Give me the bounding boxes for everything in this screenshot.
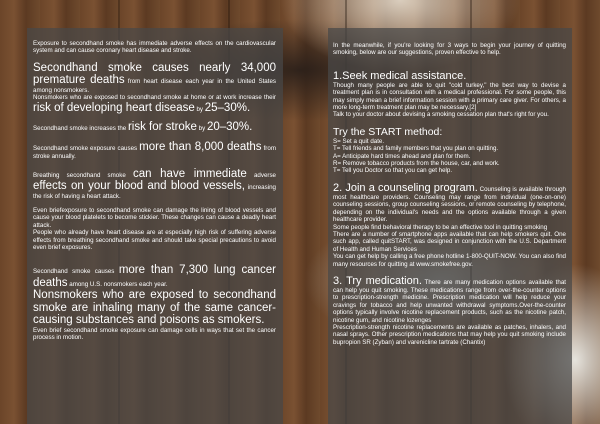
section-3-body-2: Prescription-strength nicotine replacements are available as patches, inhalers, and nasal sprays. Other prescription medications that may help you quit smoking include bupropion SR (Zyban) and varenicline tartrate (Chantix) (333, 323, 566, 346)
left-column (33, 40, 276, 342)
section-1-title: 1.Seek medical assistance. (333, 69, 467, 82)
para-heart-disease-risk: People who already have heart disease are at especially high risk of suffering adverse effects from breathing secondhand smoke and should take special precautions to avoid even brief exposures. (33, 229, 276, 251)
para-nonsmokers-inhaling: Nonsmokers who are exposed to secondhand smoke are inhaling many of the same cancer-causing substances and poisons as smokers. (33, 289, 276, 327)
para-premature-deaths: Secondhand smoke causes nearly 34,000 premature deaths from heart disease each year in the United States among nonsmokers. (33, 61, 277, 94)
section-1-body-2: Talk to your doctor about devising a smoking cessation plan that's right for you. (333, 111, 549, 119)
section-2-body-4: You can get help by calling a free phone hotline 1-800-QUIT-NOW. You can also find many resources for quitting at www.smokefree.gov. (333, 253, 566, 268)
section-2-title: 2. Join a counseling program. (333, 181, 478, 194)
start-item: S= Set a quit date. (333, 137, 385, 145)
section-2: 2. Join a counseling program. Counseling is available through most healthcare providers. Counseling may range from individual (one-on-one) counseling sessions, group counseling sessions, or remote counseling by telephone, depending on the individual's needs and the options available through a given healthcare provider. (333, 181, 566, 224)
para-stroke-risk: Secondhand smoke increases the risk for stroke by 20–30%. (33, 121, 253, 134)
para-cancer-process: Even brief secondhand smoke exposure can damage cells in ways that set the cancer process in motion. (33, 326, 276, 342)
para-brief-exposure: Even briefexposure to secondhand smoke can damage the lining of blood vessels and cause your blood platelets to become stickier. These changes can cause a deadly heart attack. (33, 206, 276, 229)
right-column (333, 42, 566, 346)
start-item: T= Tell you Doctor so that you can get help. (333, 167, 453, 175)
para-lung-cancer: Secondhand smoke causes more than 7,300 lung cancer deaths among U.S. nonsmokers each year. (33, 264, 276, 289)
para-stroke-deaths: Secondhand smoke exposure causes more than 8,000 deaths from stroke annually. (33, 140, 276, 161)
para-exposure: Exposure to secondhand smoke has immediate adverse effects on the cardiovascular system and can cause coronary heart disease and stroke. (33, 40, 276, 55)
section-3-title: 3. Try medication. (333, 274, 422, 287)
intro-text: In the meanwhile, if you're looking for 3 ways to begin your journey of quitting smoking, below are our suggestions, proven effective to help. (333, 42, 566, 57)
start-item: T= Tell friends and family members that you plan on quitting. (333, 145, 499, 153)
section-2-body-3: There are a number of smartphone apps available that can help smokers quit. One such app, called quitSTART, was designed in conjunction with the U.S. Department of Health and Human Services (333, 230, 566, 253)
section-1-body: Though many people are able to quit "cold turkey," the best way to devise a treatment plan is in consultation with a medical professional. For some people, this may simply mean a brief information session with a primary care giver. For others, a more long-term treatment plan may be necessary.[2] (333, 81, 566, 112)
para-heart-risk: Nonsmokers who are exposed to secondhand smoke at home or at work increase their risk of developing heart disease by 25–30%. (33, 94, 276, 114)
start-item: R= Remove tobacco products from the house, car, and work. (333, 160, 500, 168)
section-3: 3. Try medication. There are many medication options available that can help you quit smoking. These medications range from over-the-counter options to prescription-strength medicine. Prescription medication will help reduce your cravings for tobacco and help unwanted withdrawal symptoms.Over-the-counter options typically involve nicotine replacement products, such as the nicotine patch, nicotine gum, and nicotine lozenges (333, 274, 566, 324)
section-2-body-2: Some people find behavioral therapy to be an effective tool in quitting smoking (333, 223, 548, 231)
start-method-title: Try the START method: (333, 125, 443, 138)
para-immediate-effects: Breathing secondhand smoke can have immediate adverse effects on your blood and blood vessels, increasing the risk of having a heart attack. (33, 167, 277, 200)
start-item: A= Anticipate hard times ahead and plan for them. (333, 152, 471, 160)
